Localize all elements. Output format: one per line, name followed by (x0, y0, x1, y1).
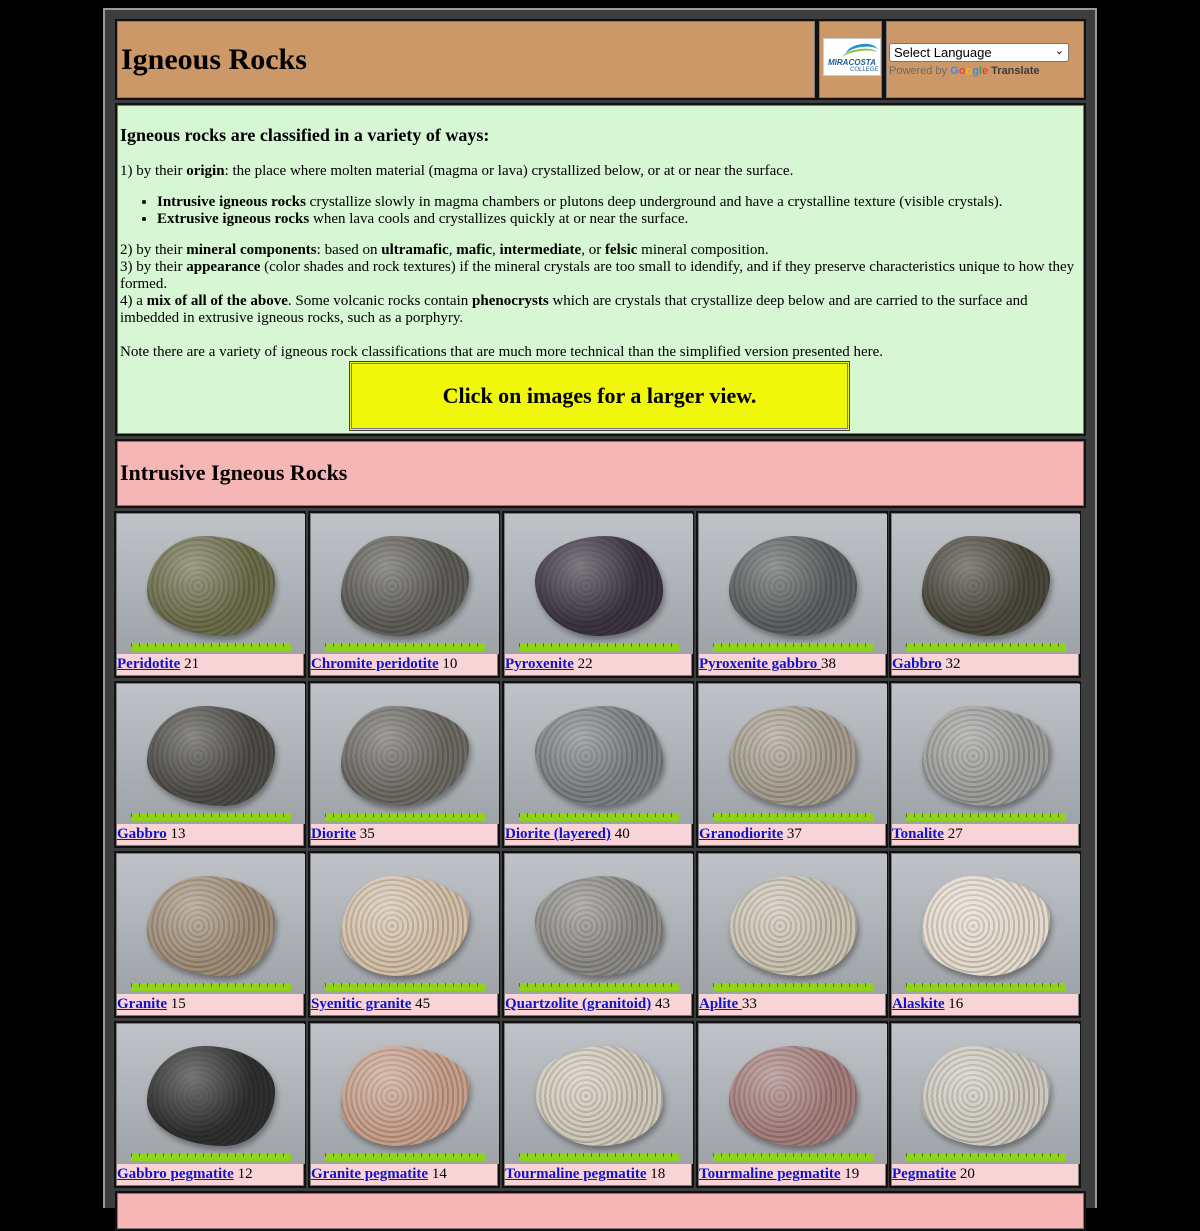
intro-text (120, 125, 1078, 361)
rock-specimen (341, 876, 469, 976)
ruler-scale (713, 643, 873, 651)
logo-text: MIRACOSTA (828, 58, 876, 67)
rock-card (114, 851, 306, 1018)
rock-specimen (729, 1046, 857, 1146)
ruler-scale (519, 1153, 679, 1161)
rock-caption (892, 996, 963, 1013)
origin-list (120, 194, 1078, 228)
translate-cell (884, 19, 1086, 100)
rock-specimen (729, 706, 857, 806)
rock-caption (699, 656, 836, 673)
rock-number: 14 (431, 1166, 447, 1182)
rock-link[interactable]: Peridotite (117, 656, 181, 672)
rock-specimen (922, 1046, 1050, 1146)
rock-number: 13 (170, 826, 186, 842)
section-header (115, 439, 1086, 508)
rock-caption (117, 656, 199, 673)
rock-caption (505, 826, 630, 843)
rock-card (308, 681, 500, 848)
rock-card (114, 681, 306, 848)
intro-panel (115, 103, 1086, 436)
rock-photo[interactable] (505, 1024, 693, 1164)
rock-link[interactable]: Diorite (layered) (505, 826, 611, 842)
rock-caption (311, 826, 375, 843)
rock-card (889, 851, 1081, 1018)
rock-photo[interactable] (892, 854, 1080, 994)
ruler-scale (131, 1153, 291, 1161)
rock-caption (311, 1166, 447, 1183)
intro-mix: 4) a mix of all of the above. Some volcanic rocks contain phenocrysts which are crystals that crystallize deep below and are carried to the surface and imbedded in extrusive igneous rocks, such as a porphyry. (120, 293, 1028, 326)
rock-link[interactable]: Diorite (311, 826, 356, 842)
rock-link[interactable]: Tourmaline pegmatite (505, 1166, 647, 1182)
ruler-scale (131, 813, 291, 821)
rock-number: 20 (959, 1166, 975, 1182)
ruler-scale (325, 643, 485, 651)
rock-caption (892, 656, 961, 673)
ruler-scale (906, 813, 1066, 821)
rock-link[interactable]: Aplite (699, 996, 742, 1012)
rock-number: 16 (948, 996, 964, 1012)
rock-link[interactable]: Syenitic granite (311, 996, 412, 1012)
rock-specimen (147, 536, 275, 636)
rock-specimen (729, 536, 857, 636)
rock-photo[interactable] (699, 1024, 887, 1164)
logo-subtext: COLLEGE (850, 67, 879, 73)
rock-number: 35 (359, 826, 375, 842)
rock-specimen (535, 876, 663, 976)
translate-label: Translate (991, 65, 1040, 77)
rock-card (889, 511, 1081, 678)
page-frame (103, 8, 1097, 1208)
rock-card (114, 1021, 306, 1188)
ruler-scale (519, 983, 679, 991)
rock-photo[interactable] (505, 684, 693, 824)
google-logo: Google (950, 65, 989, 77)
rock-specimen (922, 706, 1050, 806)
click-images-banner: Click on images for a larger view. (349, 361, 850, 431)
intro-note: Note there are a variety of igneous rock classifications that are much more technical than the simplified version presented here. (120, 344, 884, 360)
rock-specimen (922, 536, 1050, 636)
rock-caption (311, 656, 457, 673)
list-item: • Extrusive igneous rocks when lava cools and crystallizes quickly at or near the surface. (157, 211, 1078, 228)
rock-number: 32 (945, 656, 961, 672)
rock-link[interactable]: Gabbro (117, 826, 167, 842)
rock-link[interactable]: Pyroxenite (505, 656, 574, 672)
ruler-scale (325, 983, 485, 991)
rock-specimen (922, 876, 1050, 976)
rock-specimen (341, 536, 469, 636)
rock-number: 10 (442, 656, 458, 672)
rock-number: 45 (415, 996, 431, 1012)
rock-number: 40 (614, 826, 630, 842)
rock-photo[interactable] (117, 514, 305, 654)
ruler-scale (519, 813, 679, 821)
rock-photo[interactable] (311, 514, 499, 654)
rock-card (502, 681, 694, 848)
miracosta-logo[interactable] (823, 38, 881, 76)
rock-specimen (729, 876, 857, 976)
rock-link[interactable]: Granite pegmatite (311, 1166, 429, 1182)
rock-card (308, 851, 500, 1018)
rock-number: 33 (741, 996, 757, 1012)
rock-link[interactable]: Gabbro pegmatite (117, 1166, 234, 1182)
rock-specimen (341, 1046, 469, 1146)
title-cell (115, 19, 817, 100)
rock-card (696, 1021, 888, 1188)
rock-card (502, 851, 694, 1018)
rock-caption (699, 996, 757, 1013)
powered-by-label: Powered by (889, 65, 948, 77)
next-section-header (115, 1191, 1086, 1231)
chevron-down-icon: ⌄ (1054, 45, 1064, 57)
rock-photo[interactable] (117, 684, 305, 824)
rock-card (114, 511, 306, 678)
rock-specimen (147, 876, 275, 976)
rock-caption (117, 826, 186, 843)
intro-heading: Igneous rocks are classified in a variety of ways: (120, 125, 490, 145)
rock-number: 27 (947, 826, 963, 842)
rock-photo[interactable] (892, 1024, 1080, 1164)
language-select[interactable] (889, 43, 1069, 62)
rock-specimen (535, 706, 663, 806)
rock-number: 37 (786, 826, 802, 842)
rock-caption (505, 656, 593, 673)
rock-card (696, 511, 888, 678)
rock-number: 18 (650, 1166, 666, 1182)
rock-link[interactable]: Alaskite (892, 996, 945, 1012)
rock-caption (117, 1166, 253, 1183)
powered-by-google[interactable] (889, 65, 1039, 77)
rock-photo[interactable] (311, 854, 499, 994)
rock-link[interactable]: Pyroxenite gabbro (699, 656, 821, 672)
ruler-scale (131, 983, 291, 991)
language-select-value: Select Language (894, 45, 992, 60)
rock-photo[interactable] (892, 514, 1080, 654)
rock-caption (699, 826, 802, 843)
ruler-scale (906, 643, 1066, 651)
rock-card (308, 511, 500, 678)
rock-card (889, 681, 1081, 848)
ruler-scale (325, 1153, 485, 1161)
rock-number: 12 (237, 1166, 253, 1182)
rock-photo[interactable] (311, 684, 499, 824)
ruler-scale (519, 643, 679, 651)
ruler-scale (131, 643, 291, 651)
rock-card (502, 511, 694, 678)
rock-card (696, 681, 888, 848)
rock-link[interactable]: Granodiorite (699, 826, 784, 842)
rock-caption (699, 1166, 859, 1183)
rock-number: 19 (844, 1166, 860, 1182)
rock-caption (505, 996, 670, 1013)
rock-number: 15 (170, 996, 186, 1012)
rock-link[interactable]: Tourmaline pegmatite (699, 1166, 841, 1182)
page-title: Igneous Rocks (121, 43, 307, 76)
rock-link[interactable]: Gabbro (892, 656, 942, 672)
section-title: Intrusive Igneous Rocks (120, 460, 348, 485)
list-item: • Intrusive igneous rocks crystallize slowly in magma chambers or plutons deep underground and have a crystalline texture (visible crystals). (157, 194, 1078, 211)
logo-cell (817, 19, 884, 100)
rock-card (696, 851, 888, 1018)
rock-caption (892, 1166, 975, 1183)
rock-card (889, 1021, 1081, 1188)
rock-link[interactable]: Chromite peridotite (311, 656, 439, 672)
rock-specimen (341, 706, 469, 806)
ruler-scale (325, 813, 485, 821)
rock-photo[interactable] (699, 514, 887, 654)
rock-photo[interactable] (117, 1024, 305, 1164)
rock-card (308, 1021, 500, 1188)
rock-number: 43 (654, 996, 670, 1012)
rock-number: 38 (820, 656, 836, 672)
rock-link[interactable]: Granite (117, 996, 167, 1012)
rock-caption (117, 996, 186, 1013)
rock-number: 21 (184, 656, 200, 672)
intro-appearance: 3) by their appearance (color shades and rock textures) if the mineral crystals are too small to idendify, and if they preserve characteristics unique to how they formed. (120, 259, 1075, 292)
rock-photo[interactable] (505, 514, 693, 654)
intro-minerals: 2) by their mineral components: based on ultramafic, mafic, intermediate, or felsic mineral composition. (120, 242, 769, 258)
intro-origin: 1) by their origin: the place where molten material (magma or lava) crystallized below, or at or near the surface. (120, 163, 794, 179)
rock-photo[interactable] (699, 684, 887, 824)
ruler-scale (713, 813, 873, 821)
ruler-scale (713, 983, 873, 991)
rock-photo[interactable] (117, 854, 305, 994)
rock-specimen (535, 1046, 663, 1146)
rock-photo[interactable] (699, 854, 887, 994)
rock-caption (892, 826, 963, 843)
ruler-scale (906, 983, 1066, 991)
ruler-scale (906, 1153, 1066, 1161)
rock-link[interactable]: Tonalite (892, 826, 944, 842)
rock-specimen (535, 536, 663, 636)
rock-caption (311, 996, 430, 1013)
rock-specimen (147, 1046, 275, 1146)
rock-photo[interactable] (505, 854, 693, 994)
rock-specimen (147, 706, 275, 806)
rock-link[interactable]: Pegmatite (892, 1166, 957, 1182)
rock-link[interactable]: Quartzolite (granitoid) (505, 996, 652, 1012)
rock-photo[interactable] (892, 684, 1080, 824)
rock-photo[interactable] (311, 1024, 499, 1164)
rock-number: 22 (577, 656, 593, 672)
rock-card (502, 1021, 694, 1188)
ruler-scale (713, 1153, 873, 1161)
rock-caption (505, 1166, 665, 1183)
